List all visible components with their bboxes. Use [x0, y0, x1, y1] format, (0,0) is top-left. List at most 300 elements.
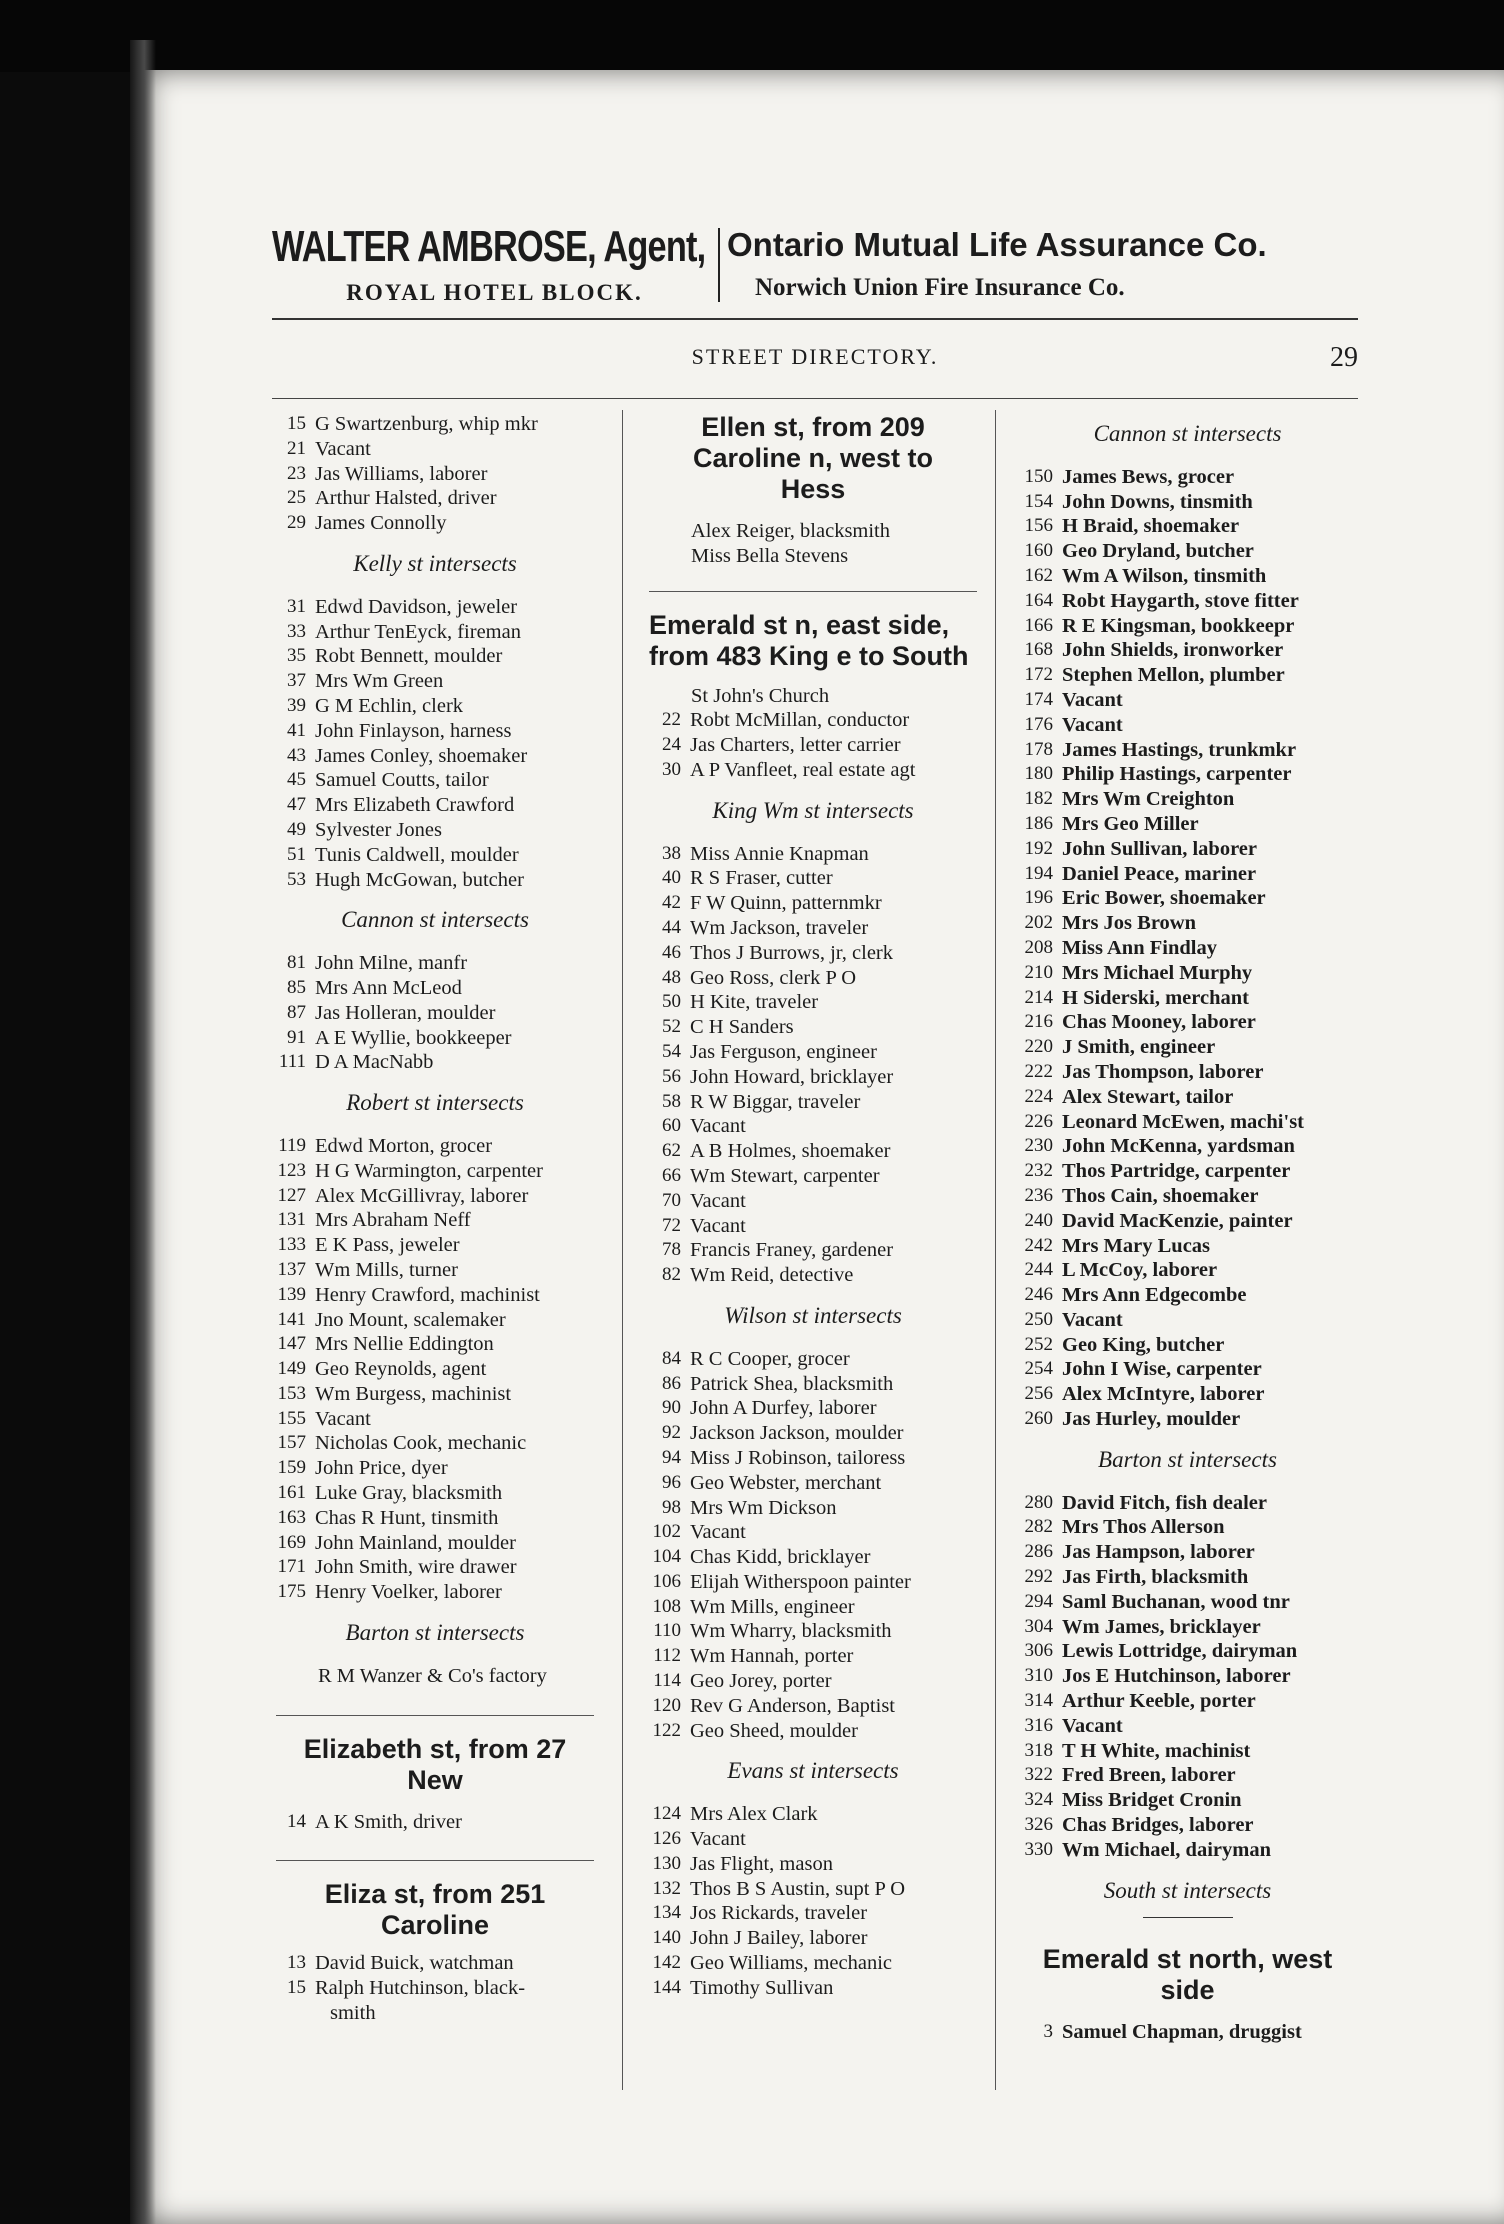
directory-entry [1015, 1689, 1360, 1714]
resident-name: James Connolly [315, 512, 447, 535]
resident-name: Mrs Wm Creighton [1062, 788, 1235, 811]
house-number: 137 [277, 1258, 306, 1280]
resident-name: Stephen Mellon, plumber [1062, 664, 1285, 687]
resident-name: H G Warmington, carpenter [315, 1159, 543, 1182]
section-rule [276, 1860, 594, 1861]
house-number: 48 [662, 966, 681, 988]
house-number: 119 [278, 1134, 306, 1156]
house-number: 24 [662, 734, 681, 756]
house-number: 292 [1024, 1566, 1053, 1588]
house-number: 141 [277, 1308, 306, 1330]
resident-name: Wm Burgess, machinist [315, 1382, 512, 1405]
house-number: 171 [277, 1556, 306, 1578]
house-number: 62 [662, 1140, 681, 1162]
resident-name: Philip Hastings, carpenter [1062, 763, 1292, 786]
house-number: 13 [287, 1952, 306, 1974]
resident-name: Jas Hampson, laborer [1062, 1541, 1255, 1564]
house-number: 94 [662, 1446, 681, 1468]
resident-name: David Fitch, fish dealer [1062, 1491, 1267, 1514]
directory-entry [643, 1827, 983, 1852]
house-number: 160 [1024, 540, 1053, 562]
house-number: 30 [662, 758, 681, 780]
house-number: 42 [662, 892, 681, 914]
factory-entry: R M Wanzer & Co's factory [318, 1664, 547, 1687]
house-number: 186 [1024, 812, 1053, 834]
resident-name: Vacant [1062, 713, 1123, 736]
directory-entry [643, 1347, 983, 1372]
entry-list [270, 1134, 600, 1605]
directory-entry [643, 1669, 983, 1694]
resident-name: Samuel Coutts, tailor [315, 769, 489, 792]
directory-entry [643, 1520, 983, 1545]
directory-entry [270, 843, 600, 868]
directory-entry [270, 1134, 600, 1159]
house-number: 220 [1024, 1036, 1053, 1058]
resident-name: Francis Franey, gardener [690, 1239, 894, 1262]
resident-name: Jas Holleran, moulder [315, 1001, 496, 1024]
house-number: 164 [1024, 589, 1053, 611]
house-number: 56 [662, 1065, 681, 1087]
intersection-label: Cannon st intersects [1093, 421, 1282, 446]
resident-name: Jas Charters, letter carrier [690, 734, 901, 757]
resident-name: Vacant [1062, 1714, 1123, 1737]
resident-name: Wm Wharry, blacksmith [690, 1620, 892, 1643]
directory-entry [1015, 1615, 1360, 1640]
house-number: 194 [1024, 862, 1053, 884]
intersection-label: Barton st intersects [345, 1620, 525, 1646]
directory-entry [270, 694, 600, 719]
resident-name: Arthur TenEyck, fireman [315, 620, 521, 643]
column-rule-1 [622, 410, 623, 2090]
directory-entry [643, 1421, 983, 1446]
directory-entry [270, 1555, 600, 1580]
entry-list [270, 1951, 600, 2001]
directory-entry [270, 620, 600, 645]
directory-entry [270, 1001, 600, 1026]
resident-name: Elijah Witherspoon painter [690, 1570, 911, 1593]
directory-entry [1015, 663, 1360, 688]
resident-name: Vacant [690, 1115, 746, 1138]
resident-name: Mrs Ann Edgecombe [1062, 1284, 1247, 1307]
scan-top-band [0, 0, 1504, 72]
house-number: 44 [662, 916, 681, 938]
house-number: 41 [287, 719, 306, 741]
directory-entry [1015, 762, 1360, 787]
directory-entry [270, 1951, 600, 1976]
directory-entry [1015, 1788, 1360, 1813]
house-number: 3 [1043, 2021, 1053, 2043]
resident-name: James Conley, shoemaker [315, 744, 528, 767]
house-number: 155 [277, 1407, 306, 1429]
resident-name: Rev G Anderson, Baptist [690, 1694, 895, 1717]
directory-entry [643, 866, 983, 891]
directory-entry [643, 1446, 983, 1471]
entry-list [643, 1802, 983, 2000]
house-number: 40 [662, 867, 681, 889]
resident-name: James Bews, grocer [1062, 465, 1235, 488]
entry-list [643, 708, 983, 782]
house-number: 163 [277, 1506, 306, 1528]
house-number: 175 [277, 1581, 306, 1603]
resident-name: John A Durfey, laborer [690, 1397, 877, 1420]
resident-name: Vacant [1062, 1308, 1123, 1331]
resident-name: Mrs Wm Dickson [690, 1496, 837, 1519]
directory-entry [1015, 1234, 1360, 1259]
resident-name: R W Biggar, traveler [690, 1090, 861, 1113]
house-number: 174 [1024, 688, 1053, 710]
house-number: 172 [1024, 664, 1053, 686]
house-number: 96 [662, 1471, 681, 1493]
house-number: 49 [287, 818, 306, 840]
house-number: 244 [1024, 1259, 1053, 1281]
directory-entry [643, 891, 983, 916]
resident-name: John Milne, manfr [315, 952, 468, 975]
house-number: 140 [652, 1927, 681, 1949]
directory-entry [270, 1407, 600, 1432]
directory-entry [643, 1114, 983, 1139]
section-rule [649, 591, 977, 592]
house-number: 37 [287, 670, 306, 692]
house-number: 159 [277, 1457, 306, 1479]
intersection-label: Wilson st intersects [724, 1302, 902, 1328]
directory-entry [1015, 1283, 1360, 1308]
house-number: 52 [662, 1016, 681, 1038]
company-fire: Norwich Union Fire Insurance Co. [755, 274, 1125, 301]
resident-name: Jas Ferguson, engineer [690, 1040, 877, 1063]
house-number: 131 [277, 1209, 306, 1231]
resident-name: Mrs Wm Green [315, 670, 444, 693]
resident-name: G Swartzenburg, whip mkr [315, 413, 538, 435]
resident-name: Jackson Jackson, moulder [690, 1422, 904, 1445]
directory-entry [643, 1976, 983, 2001]
resident-name: Thos Cain, shoemaker [1062, 1184, 1259, 1207]
resident-name: Mrs Alex Clark [690, 1803, 818, 1826]
house-number: 54 [662, 1040, 681, 1062]
house-number: 87 [287, 1001, 306, 1023]
house-number: 92 [662, 1422, 681, 1444]
resident-name: Luke Gray, blacksmith [315, 1482, 503, 1505]
house-number: 114 [653, 1670, 681, 1692]
house-number: 142 [652, 1952, 681, 1974]
directory-entry [270, 818, 600, 843]
house-number: 123 [277, 1159, 306, 1181]
directory-entry [270, 1159, 600, 1184]
resident-name: Geo Ross, clerk P O [690, 966, 857, 989]
directory-entry [643, 1372, 983, 1397]
resident-name: Henry Voelker, laborer [315, 1581, 502, 1604]
house-number: 86 [662, 1372, 681, 1394]
directory-entry [270, 976, 600, 1001]
house-number: 294 [1024, 1590, 1053, 1612]
directory-entry [1015, 1515, 1360, 1540]
house-number: 81 [287, 952, 306, 974]
house-number: 22 [662, 709, 681, 731]
directory-entry [270, 1332, 600, 1357]
entry-list [270, 1810, 600, 1835]
column-3 [1015, 412, 1360, 2045]
directory-entry [1015, 1333, 1360, 1358]
resident-name: Jno Mount, scalemaker [315, 1308, 506, 1331]
house-number: 53 [287, 868, 306, 890]
house-number: 51 [287, 843, 306, 865]
directory-entry [643, 1139, 983, 1164]
directory-entry [270, 1026, 600, 1051]
directory-entry [1015, 1134, 1360, 1159]
resident-name: Jas Hurley, moulder [1062, 1408, 1241, 1431]
resident-name: John Finlayson, harness [315, 719, 512, 742]
directory-entry [1015, 1060, 1360, 1085]
company-block [727, 222, 1367, 302]
directory-entry [1015, 1184, 1360, 1209]
house-number: 25 [287, 487, 306, 509]
directory-entry [643, 1852, 983, 1877]
resident-name: Nicholas Cook, mechanic [315, 1432, 527, 1455]
directory-entry [1015, 1491, 1360, 1516]
resident-name: Miss Ann Findlay [1062, 936, 1217, 959]
directory-entry [270, 1233, 600, 1258]
resident-name: Eric Bower, shoemaker [1062, 887, 1266, 910]
directory-entry [1015, 1639, 1360, 1664]
house-number: 232 [1024, 1160, 1053, 1182]
house-number: 326 [1024, 1814, 1053, 1836]
resident-name: Wm A Wilson, tinsmith [1062, 564, 1267, 587]
directory-entry [1015, 514, 1360, 539]
resident-name: H Siderski, merchant [1062, 986, 1249, 1009]
resident-name: David Buick, watchman [315, 1952, 514, 1975]
entry-list [643, 1347, 983, 1744]
house-number: 130 [652, 1852, 681, 1874]
intersection-label: South st intersects [1103, 1877, 1272, 1903]
directory-entry [1015, 886, 1360, 911]
house-number: 304 [1024, 1615, 1053, 1637]
house-number: 43 [287, 744, 306, 766]
running-head-rule [272, 398, 1358, 399]
resident-name: R E Kingsman, bookkeepr [1062, 614, 1295, 637]
directory-entry [270, 1810, 600, 1835]
directory-entry [1015, 911, 1360, 936]
agent-block [272, 222, 717, 306]
house-number: 166 [1024, 614, 1053, 636]
resident-name: Miss Annie Knapman [690, 842, 869, 865]
house-number: 254 [1024, 1358, 1053, 1380]
directory-entry [1015, 713, 1360, 738]
resident-name: R C Cooper, grocer [690, 1347, 850, 1370]
intersection-label: Evans st intersects [727, 1758, 899, 1784]
resident-name: Saml Buchanan, wood tnr [1062, 1590, 1290, 1613]
directory-entry [1015, 1590, 1360, 1615]
house-number: 154 [1024, 490, 1053, 512]
directory-entry [270, 1258, 600, 1283]
resident-name: Patrick Shea, blacksmith [690, 1372, 894, 1395]
resident-name: Alex Stewart, tailor [1062, 1085, 1234, 1108]
intersection-label: King Wm st intersects [712, 797, 914, 823]
agent-address: ROYAL HOTEL BLOCK. [346, 280, 643, 305]
house-number: 133 [277, 1234, 306, 1256]
resident-name: John J Bailey, laborer [690, 1927, 868, 1950]
directory-entry [270, 1531, 600, 1556]
directory-entry [270, 437, 600, 462]
resident-name: Mrs Michael Murphy [1062, 961, 1253, 984]
resident-name: Vacant [690, 1189, 746, 1212]
resident-name: Chas R Hunt, tinsmith [315, 1506, 499, 1529]
resident-name: Thos J Burrows, jr, clerk [690, 941, 894, 964]
street-heading: Emerald st north, west side [1042, 1944, 1333, 2006]
street-heading: Emerald st n, east side, from 483 King e to South [649, 609, 969, 671]
directory-entry [270, 1050, 600, 1075]
directory-entry [270, 719, 600, 744]
house-number: 182 [1024, 788, 1053, 810]
directory-entry [643, 1015, 983, 1040]
resident-name: John Price, dyer [315, 1457, 448, 1480]
book-spine-shadow [130, 40, 156, 2224]
resident-name: Edwd Davidson, jeweler [315, 595, 518, 618]
directory-entry [643, 1877, 983, 1902]
house-number: 316 [1024, 1714, 1053, 1736]
house-number: 72 [662, 1214, 681, 1236]
house-number: 224 [1024, 1085, 1053, 1107]
resident-name: Chas Bridges, laborer [1062, 1814, 1254, 1837]
directory-entry [1015, 539, 1360, 564]
resident-name: L McCoy, laborer [1062, 1259, 1218, 1282]
resident-name: John McKenna, yardsman [1062, 1135, 1295, 1158]
resident-name: H Kite, traveler [690, 991, 819, 1014]
resident-name: E K Pass, jeweler [315, 1234, 460, 1257]
resident-name: Mrs Mary Lucas [1062, 1234, 1211, 1257]
directory-entry [1015, 1565, 1360, 1590]
directory-entry [1015, 738, 1360, 763]
house-number: 14 [287, 1810, 306, 1832]
directory-entry [643, 1238, 983, 1263]
resident-name: John Shields, ironworker [1062, 639, 1284, 662]
resident-name: Jas Flight, mason [690, 1852, 833, 1875]
directory-entry [1015, 1308, 1360, 1333]
resident-name: Thos Partridge, carpenter [1062, 1160, 1291, 1183]
resident-name: Edwd Morton, grocer [315, 1134, 493, 1157]
house-number: 60 [662, 1115, 681, 1137]
running-head [272, 344, 1358, 378]
resident-name: Wm Mills, turner [315, 1258, 458, 1281]
house-number: 122 [652, 1719, 681, 1741]
short-rule [1143, 1917, 1233, 1918]
resident-name: Miss Bridget Cronin [1062, 1789, 1242, 1812]
house-number: 120 [652, 1694, 681, 1716]
house-number: 15 [287, 413, 306, 434]
resident-name: Timothy Sullivan [690, 1976, 834, 1999]
house-number: 78 [662, 1239, 681, 1261]
resident-name: Wm Reid, detective [690, 1264, 854, 1287]
directory-entry [643, 1802, 983, 1827]
resident-name: Chas Kidd, bricklayer [690, 1546, 871, 1569]
resident-name: Vacant [1062, 688, 1123, 711]
directory-entry [643, 842, 983, 867]
resident-name: T H White, machinist [1062, 1739, 1251, 1762]
resident-name: Vacant [690, 1214, 746, 1237]
column-2 [643, 412, 983, 2001]
directory-entry [643, 1545, 983, 1570]
resident-name: D A MacNabb [315, 1051, 434, 1074]
resident-name: R S Fraser, cutter [690, 867, 833, 890]
directory-entry [1015, 1357, 1360, 1382]
resident-name: Chas Mooney, laborer [1062, 1011, 1256, 1034]
house-number: 45 [287, 769, 306, 791]
house-number: 161 [277, 1482, 306, 1504]
entry-list [1015, 2020, 1360, 2045]
directory-entry [270, 1184, 600, 1209]
resident-name: Mrs Abraham Neff [315, 1209, 471, 1232]
resident-name: Jas Firth, blacksmith [1062, 1566, 1249, 1589]
directory-entry [643, 1570, 983, 1595]
directory-entry [1015, 614, 1360, 639]
directory-entry [1015, 638, 1360, 663]
house-number: 153 [277, 1382, 306, 1404]
directory-entry [270, 462, 600, 487]
house-number: 157 [277, 1432, 306, 1454]
resident-name: Vacant [690, 1828, 746, 1851]
directory-entry [643, 916, 983, 941]
directory-entry [643, 990, 983, 1015]
street-heading: Eliza st, from 251 Caroline [324, 1879, 546, 1941]
resident-name: Geo King, butcher [1062, 1333, 1225, 1356]
directory-entry [643, 1090, 983, 1115]
house-number: 132 [652, 1877, 681, 1899]
directory-entry [1015, 1838, 1360, 1863]
resident-name: Geo Williams, mechanic [690, 1952, 893, 1975]
house-number: 250 [1024, 1308, 1053, 1330]
header-rule [272, 318, 1358, 320]
house-number: 58 [662, 1090, 681, 1112]
directory-entry [270, 951, 600, 976]
directory-entry [1015, 936, 1360, 961]
directory-entry: Alex Reiger, blacksmith [691, 520, 891, 542]
directory-entry [270, 868, 600, 893]
resident-name: Miss J Robinson, tailoress [690, 1446, 906, 1469]
directory-entry [270, 669, 600, 694]
directory-entry [270, 1357, 600, 1382]
house-number: 134 [652, 1902, 681, 1924]
directory-entry [1015, 1258, 1360, 1283]
directory-entry [1015, 465, 1360, 490]
resident-name: Leonard McEwen, machi'st [1062, 1110, 1304, 1133]
directory-entry: Miss Bella Stevens [691, 544, 849, 567]
resident-name: Mrs Geo Miller [1062, 812, 1199, 835]
directory-entry [270, 793, 600, 818]
intersection-label: Cannon st intersects [341, 907, 529, 933]
resident-name: John Downs, tinsmith [1062, 490, 1253, 513]
entry-list [643, 842, 983, 1288]
house-number: 180 [1024, 763, 1053, 785]
house-number: 230 [1024, 1135, 1053, 1157]
resident-name: Geo Jorey, porter [690, 1670, 832, 1693]
directory-entry [643, 708, 983, 733]
entry-list [1015, 465, 1360, 1432]
directory-entry [643, 1619, 983, 1644]
house-number: 23 [287, 462, 306, 484]
house-number: 85 [287, 976, 306, 998]
resident-name: Alex McGillivray, laborer [315, 1184, 529, 1207]
directory-entry [1015, 1763, 1360, 1788]
entry-continuation: smith [330, 2002, 376, 2025]
resident-name: John Sullivan, laborer [1062, 837, 1257, 860]
resident-name: Ralph Hutchinson, black- [315, 1977, 526, 2000]
page-number: 29 [1330, 342, 1358, 373]
directory-entry [270, 1283, 600, 1308]
house-number: 144 [652, 1976, 681, 1998]
resident-name: Mrs Thos Allerson [1062, 1516, 1225, 1539]
house-number: 322 [1024, 1764, 1053, 1786]
house-number: 66 [662, 1164, 681, 1186]
house-number: 110 [653, 1620, 681, 1642]
directory-entry [270, 1308, 600, 1333]
